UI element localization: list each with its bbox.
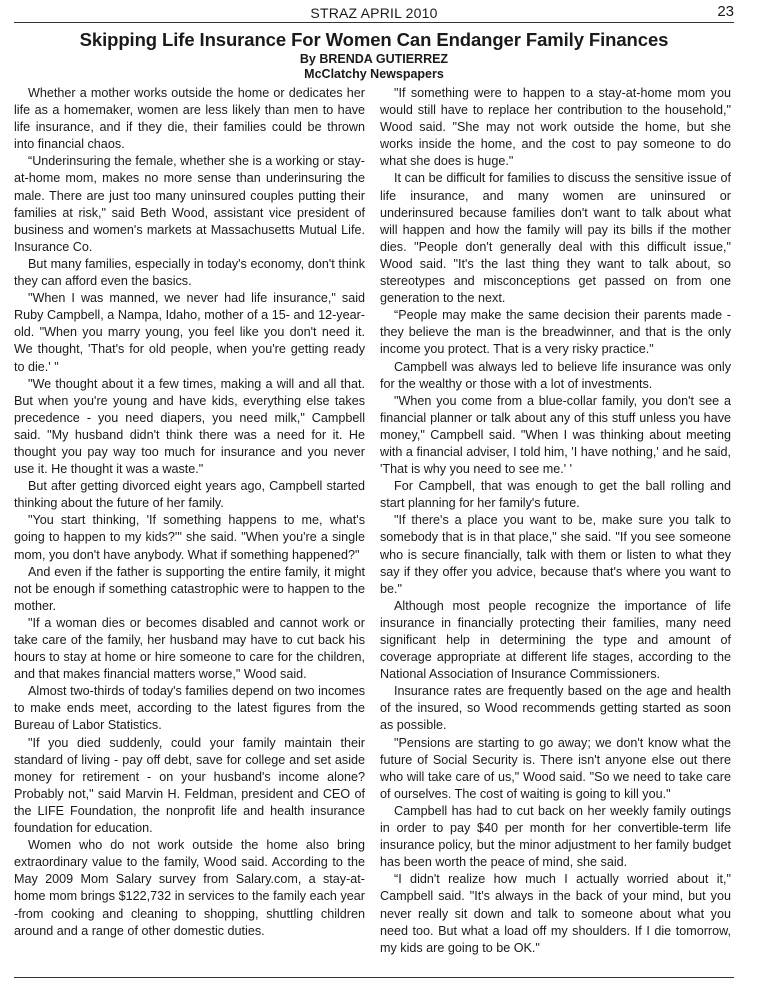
byline-block <box>14 52 734 82</box>
paragraph: Campbell was always led to believe life insurance was only for the wealthy or those with a lot of investments. <box>380 359 731 391</box>
paragraph: "When you come from a blue-collar family, you don't see a financial planner or talk about any of this stuff unless you have money," Campbell said. "When I was thinking about meeting with a financial adviser, I told him, 'I have nothing,' and he said, 'That is why you need to see me.' ' <box>380 393 731 477</box>
paragraph: “I didn't realize how much I actually worried about it," Campbell said. "It's always in the back of your mind, but you never really sit down and talk to someone about what you need too. But what a load off my shoulders. If I die tomorrow, my kids are going to be OK." <box>380 872 731 955</box>
left-column <box>14 85 365 940</box>
paragraph: "If you died suddenly, could your family maintain their standard of living - pay off debt, save for college and set aside money for retirement - on your husband's income alone? Probably not," said Marvin H. Feldman, president and CEO of the LIFE Foundation, the nonprofit life and health insurance foundation for education. <box>14 735 365 836</box>
paragraph: Although most people recognize the importance of life insurance in financially protecting their families, many need significant help in determining the type and amount of coverage appropriate at different life stages, according to the National Association of Insurance Commissioners. <box>380 598 731 682</box>
author-byline: By BRENDA GUTIERREZ <box>299 52 449 66</box>
paragraph: And even if the father is supporting the entire family, it might not be enough if something catastrophic were to happen to the mother. <box>14 564 365 613</box>
right-column <box>380 85 731 957</box>
paragraph: Insurance rates are frequently based on the age and health of the insured, so Wood recommends getting started as soon as possible. <box>380 684 731 733</box>
paragraph: “People may make the same decision their parents made - they believe the man is the breadwinner, and that is the only income you protect. That is a very risky practice." <box>380 308 731 357</box>
paragraph: "We thought about it a few times, making a will and all that. But when you're young and have kids, everything else takes precedence - you need diapers, you need milk," Campbell said. "My husband didn't think there was a need for it. He thought you pay way too much for insurance and you never use it. He thought it was a waste." <box>14 376 365 477</box>
paragraph: "You start thinking, 'If something happens to me, what's going to happen to my kids?'" she said. "When you're a single mom, you don't have anybody. What if something happened?" <box>14 513 365 562</box>
paragraph: For Campbell, that was enough to get the ball rolling and start planning for her family's future. <box>380 479 731 511</box>
paragraph: "Pensions are starting to go away; we don't know what the future of Social Security is. There isn't anyone else out there who will take care of us," Wood said. "So we need to take care of ourselves. The cost of waiting is going to kill you." <box>380 735 731 801</box>
article-headline: Skipping Life Insurance For Women Can Endanger Family Finances <box>79 29 669 50</box>
paragraph: Campbell has had to cut back on her weekly family outings in order to pay $40 per month for her convertible-term life insurance policy, but the minor adjustment to her family budget has been worth the peace of mind, she said. <box>380 803 731 870</box>
paragraph: "If something were to happen to a stay-at-home mom you would still have to replace her contribution to the household," Wood said. "She may not work outside the home, but she works inside the home, and the cost to pay someone to do what she does is huge." <box>380 86 731 169</box>
paragraph: “Underinsuring the female, whether she is a working or stay-at-home mom, makes no more sense than underinsuring the male. There are just too many uninsured couples putting their families at risk," said Beth Wood, assistant vice president of business and women's markets at Massachusetts Mutual Life. Insurance Co. <box>14 154 365 254</box>
page-number: 23 <box>717 3 734 20</box>
paragraph: But many families, especially in today's economy, don't think they can afford even the basics. <box>14 256 365 289</box>
news-source: McClatchy Newspapers <box>304 67 444 81</box>
paragraph: It can be difficult for families to discuss the sensitive issue of life insurance, and many women are uninsured or underinsured because families don't want to talk about what will happen and how the family will pay its bills if the mother dies. "People don't generally deal with this difficult issue," Wood said. "It's the last thing they want to talk about, so stereotypes and misconceptions get passed on from one generation to the next. <box>380 171 731 306</box>
footer-divider <box>14 977 734 978</box>
page-header <box>14 0 734 24</box>
paragraph: But after getting divorced eight years ago, Campbell started thinking about the future of her family. <box>14 479 365 511</box>
paragraph: Almost two-thirds of today's families depend on two incomes to make ends meet, according to the latest figures from the Bureau of Labor Statistics. <box>14 684 365 733</box>
paragraph: "When I was manned, we never had life insurance," said Ruby Campbell, a Nampa, Idaho, mother of a 15- and 12-year-old. "When you marry young, you feel like you don't need it. We thought, 'That's for old people, when you're getting ready to die.' " <box>14 291 365 374</box>
paragraph: "If a woman dies or becomes disabled and cannot work or take care of the family, her husband may have to cut back his hours to stay at home or hire someone to care for the children, and that makes financial matters worse," Wood said. <box>14 615 365 682</box>
paragraph: Whether a mother works outside the home or dedicates her life as a homemaker, women are less likely than men to have life insurance, and if they die, their families could be thrown into financial chaos. <box>14 86 365 152</box>
paragraph: Women who do not work outside the home also bring extraordinary value to the family, Wood said. According to the May 2009 Mom Salary survey from Salary.com, a stay-at-home mom brings $122,732 in services to the family each year -from cooking and cleaning to shopping, shuttling children around and a range of other domestic duties. <box>14 838 365 938</box>
paragraph: "If there's a place you want to be, make sure you talk to somebody that is in that place," she said. "If you see someone who is secure financially, talk with them or listen to what they say if they offer you advice, because that's where you want to be." <box>380 513 731 596</box>
publication-title: STRAZ APRIL 2010 <box>310 5 438 21</box>
header-divider <box>14 22 734 23</box>
